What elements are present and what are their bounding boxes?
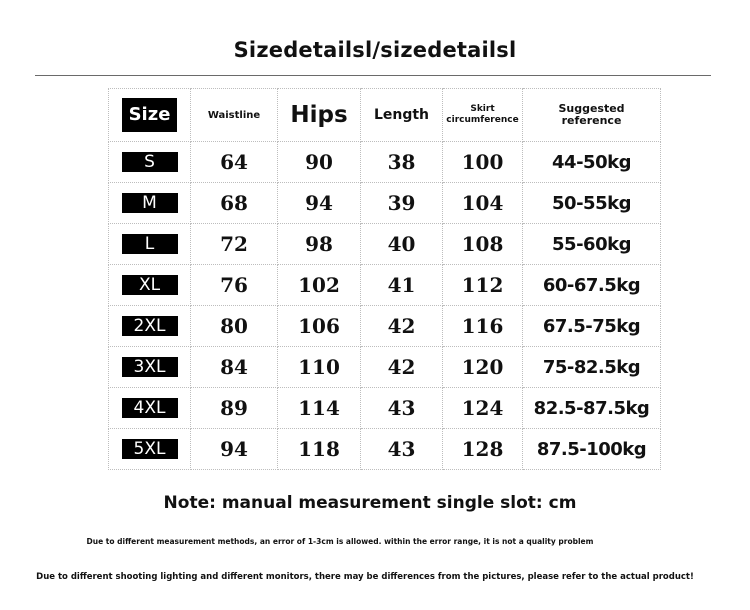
size-cell bbox=[109, 183, 191, 224]
weight-range: 75-82.5kg bbox=[542, 356, 641, 378]
size-label: XL bbox=[122, 275, 178, 295]
weight-range: 82.5-87.5kg bbox=[533, 397, 650, 419]
waistline-cell bbox=[191, 265, 278, 306]
skirt-circumference-cell bbox=[443, 224, 523, 265]
size-cell bbox=[109, 142, 191, 183]
waistline-cell bbox=[191, 183, 278, 224]
waistline-value: 76 bbox=[220, 273, 248, 297]
suggested-weight-cell bbox=[523, 388, 661, 429]
header-suggested-reference: Suggested reference bbox=[523, 89, 661, 142]
size-cell bbox=[109, 306, 191, 347]
length-cell bbox=[361, 429, 443, 470]
size-label: 3XL bbox=[122, 357, 178, 377]
length-cell bbox=[361, 347, 443, 388]
waistline-value: 64 bbox=[220, 150, 248, 174]
weight-range: 44-50kg bbox=[552, 151, 631, 173]
weight-range: 50-55kg bbox=[552, 192, 631, 214]
hips-cell bbox=[278, 142, 361, 183]
waistline-value: 80 bbox=[220, 314, 248, 338]
hips-cell bbox=[278, 265, 361, 306]
length-value: 40 bbox=[387, 232, 416, 256]
size-label: S bbox=[122, 152, 178, 172]
size-cell bbox=[109, 388, 191, 429]
hips-cell bbox=[278, 183, 361, 224]
hips-cell bbox=[278, 306, 361, 347]
suggested-weight-cell bbox=[523, 347, 661, 388]
waistline-cell bbox=[191, 224, 278, 265]
hips-value: 106 bbox=[298, 314, 340, 338]
skirt-value: 128 bbox=[461, 437, 504, 461]
waistline-value: 89 bbox=[220, 396, 248, 420]
length-value: 42 bbox=[387, 355, 416, 379]
table-row bbox=[109, 306, 661, 347]
waistline-cell bbox=[191, 347, 278, 388]
length-cell bbox=[361, 306, 443, 347]
color-disclaimer: Due to different shooting lighting and different monitors, there may be differences from the pictures, please refer to the actual product! bbox=[36, 572, 694, 582]
waistline-cell bbox=[191, 429, 278, 470]
length-value: 43 bbox=[387, 437, 416, 461]
skirt-circumference-cell bbox=[443, 388, 523, 429]
waistline-cell bbox=[191, 142, 278, 183]
size-cell bbox=[109, 429, 191, 470]
length-value: 38 bbox=[387, 150, 416, 174]
hips-value: 102 bbox=[298, 273, 340, 297]
length-cell bbox=[361, 388, 443, 429]
size-label: L bbox=[122, 234, 178, 254]
waistline-value: 68 bbox=[220, 191, 248, 215]
length-cell bbox=[361, 183, 443, 224]
weight-range: 60-67.5kg bbox=[542, 274, 641, 296]
suggested-weight-cell bbox=[523, 429, 661, 470]
skirt-value: 108 bbox=[461, 232, 504, 256]
measurement-disclaimer: Due to different measurement methods, an error of 1-3cm is allowed. within the error range, it is not a quality problem bbox=[86, 537, 594, 546]
size-label: 5XL bbox=[122, 439, 178, 459]
title-divider bbox=[35, 75, 711, 76]
skirt-circumference-cell bbox=[443, 429, 523, 470]
table-row bbox=[109, 429, 661, 470]
length-cell bbox=[361, 224, 443, 265]
hips-value: 114 bbox=[298, 396, 340, 420]
waistline-value: 72 bbox=[220, 232, 248, 256]
table-row bbox=[109, 224, 661, 265]
weight-range: 67.5-75kg bbox=[542, 315, 641, 337]
skirt-value: 100 bbox=[461, 150, 504, 174]
size-label: 2XL bbox=[122, 316, 178, 336]
size-cell bbox=[109, 224, 191, 265]
table-row bbox=[109, 265, 661, 306]
length-value: 39 bbox=[387, 191, 416, 215]
header-length: Length bbox=[361, 89, 443, 142]
table-row bbox=[109, 183, 661, 224]
suggested-weight-cell bbox=[523, 306, 661, 347]
length-value: 43 bbox=[387, 396, 416, 420]
table-row bbox=[109, 142, 661, 183]
suggested-weight-cell bbox=[523, 183, 661, 224]
waistline-cell bbox=[191, 306, 278, 347]
length-value: 41 bbox=[387, 273, 416, 297]
hips-cell bbox=[278, 429, 361, 470]
table-header-row bbox=[109, 89, 661, 142]
suggested-weight-cell bbox=[523, 265, 661, 306]
hips-value: 94 bbox=[305, 191, 333, 215]
suggested-weight-cell bbox=[523, 142, 661, 183]
size-label: M bbox=[122, 193, 178, 213]
skirt-circumference-cell bbox=[443, 183, 523, 224]
hips-cell bbox=[278, 347, 361, 388]
waistline-value: 94 bbox=[220, 437, 248, 461]
length-value: 42 bbox=[387, 314, 416, 338]
skirt-value: 120 bbox=[461, 355, 504, 379]
table-row bbox=[109, 347, 661, 388]
size-cell bbox=[109, 347, 191, 388]
skirt-circumference-cell bbox=[443, 306, 523, 347]
hips-value: 110 bbox=[298, 355, 340, 379]
waistline-value: 84 bbox=[220, 355, 248, 379]
hips-cell bbox=[278, 388, 361, 429]
length-cell bbox=[361, 142, 443, 183]
size-cell bbox=[109, 265, 191, 306]
length-cell bbox=[361, 265, 443, 306]
measurement-note: Note: manual measurement single slot: cm bbox=[163, 493, 577, 513]
skirt-circumference-cell bbox=[443, 347, 523, 388]
skirt-value: 112 bbox=[461, 273, 504, 297]
weight-range: 87.5-100kg bbox=[536, 438, 647, 460]
hips-cell bbox=[278, 224, 361, 265]
hips-value: 98 bbox=[305, 232, 333, 256]
header-hips: Hips bbox=[278, 89, 361, 142]
size-label: 4XL bbox=[122, 398, 178, 418]
hips-value: 118 bbox=[298, 437, 340, 461]
weight-range: 55-60kg bbox=[552, 233, 631, 255]
suggested-weight-cell bbox=[523, 224, 661, 265]
table-row bbox=[109, 388, 661, 429]
header-size: Size bbox=[109, 89, 191, 142]
size-chart-table bbox=[108, 88, 661, 470]
skirt-value: 104 bbox=[461, 191, 504, 215]
skirt-value: 124 bbox=[461, 396, 504, 420]
waistline-cell bbox=[191, 388, 278, 429]
header-skirt-circumference: Skirt circumference bbox=[443, 89, 523, 142]
header-waistline: Waistline bbox=[191, 89, 278, 142]
skirt-value: 116 bbox=[461, 314, 504, 338]
hips-value: 90 bbox=[305, 150, 333, 174]
skirt-circumference-cell bbox=[443, 265, 523, 306]
skirt-circumference-cell bbox=[443, 142, 523, 183]
page-title: Sizedetailsl/sizedetailsl bbox=[233, 38, 517, 62]
